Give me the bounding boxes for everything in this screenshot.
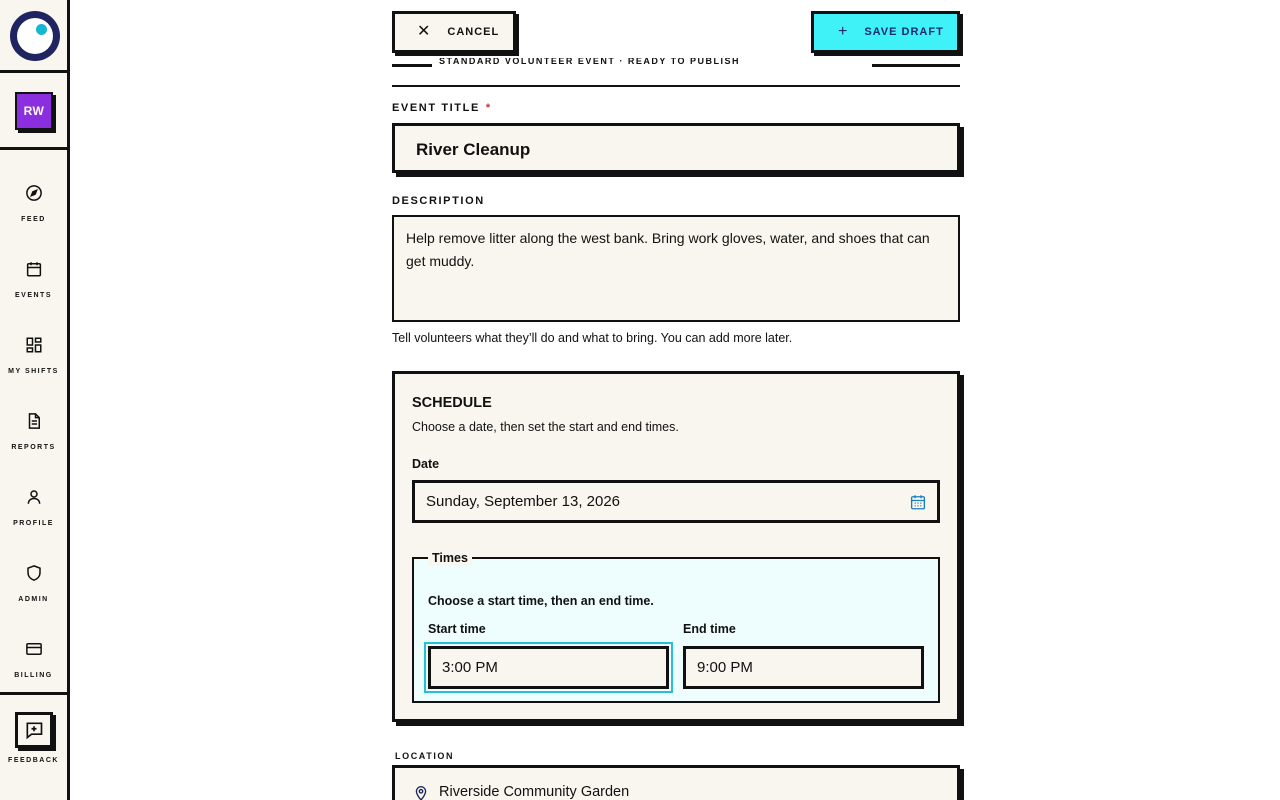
- cancel-label: CANCEL: [447, 26, 500, 38]
- event-title-label-text: EVENT TITLE: [392, 102, 480, 114]
- feedback-label: FEEDBACK: [8, 757, 59, 764]
- avatar-area: [0, 73, 67, 150]
- location-label: LOCATION: [395, 751, 455, 761]
- feedback-button[interactable]: [15, 712, 53, 748]
- schedule-subtitle: Choose a date, then set the start and end times.: [412, 420, 679, 434]
- event-title-label: [392, 102, 492, 114]
- location-input[interactable]: [392, 765, 960, 800]
- schedule-card: [392, 371, 960, 722]
- app-logo[interactable]: [10, 11, 60, 61]
- sidebar: [0, 0, 70, 800]
- divider: [872, 64, 960, 67]
- sidebar-item-reports[interactable]: [0, 412, 67, 482]
- location-value: Riverside Community Garden: [439, 784, 630, 800]
- message-plus-icon: [24, 720, 44, 740]
- times-fieldset: [412, 551, 940, 703]
- map-pin-icon: [414, 785, 428, 800]
- card-icon: [25, 640, 43, 658]
- description-label: DESCRIPTION: [392, 195, 485, 207]
- feedback-area: [0, 692, 67, 800]
- avatar[interactable]: RW: [15, 92, 53, 130]
- cancel-button[interactable]: [392, 11, 516, 53]
- sidebar-item-profile[interactable]: [0, 488, 67, 558]
- sidebar-item-label: BILLING: [14, 672, 53, 679]
- sidebar-item-my-shifts[interactable]: [0, 336, 67, 406]
- compass-icon: [25, 184, 43, 202]
- sidebar-item-label: ADMIN: [18, 596, 49, 603]
- save-draft-button[interactable]: [811, 11, 960, 53]
- shield-icon: [25, 564, 43, 582]
- divider: [392, 64, 432, 67]
- start-time-input[interactable]: 3:00 PM: [428, 646, 669, 689]
- sidebar-item-feed[interactable]: [0, 184, 67, 254]
- save-draft-label: SAVE DRAFT: [864, 26, 944, 38]
- end-time-input[interactable]: 9:00 PM: [683, 646, 924, 689]
- sidebar-item-label: PROFILE: [13, 520, 54, 527]
- document-icon: [25, 412, 43, 430]
- status-text: STANDARD VOLUNTEER EVENT · READY TO PUBLISH: [439, 58, 741, 66]
- times-legend: Times: [428, 550, 472, 566]
- required-marker: *: [485, 102, 492, 114]
- schedule-title: SCHEDULE: [412, 395, 492, 411]
- calendar-icon: [25, 260, 43, 278]
- logo-area: [0, 0, 67, 73]
- grid-icon: [25, 336, 43, 354]
- sidebar-item-label: FEED: [21, 216, 46, 223]
- user-icon: [25, 488, 43, 506]
- sidebar-item-label: MY SHIFTS: [8, 368, 59, 375]
- description-textarea[interactable]: Help remove litter along the west bank. Bring work gloves, water, and shoes that can get muddy.: [392, 215, 960, 322]
- sidebar-item-label: EVENTS: [14, 292, 52, 299]
- end-time-label: End time: [683, 622, 736, 636]
- event-title-input[interactable]: River Cleanup: [392, 123, 960, 173]
- sidebar-item-label: REPORTS: [11, 444, 56, 451]
- event-form: [392, 0, 964, 800]
- status-strip: [392, 58, 960, 67]
- times-instruction: Choose a start time, then an end time.: [428, 594, 654, 608]
- date-input[interactable]: [412, 480, 940, 523]
- sidebar-item-events[interactable]: [0, 260, 67, 330]
- start-time-label: Start time: [428, 622, 486, 636]
- date-value: Sunday, September 13, 2026: [426, 493, 621, 510]
- sidebar-item-admin[interactable]: [0, 564, 67, 634]
- calendar-icon[interactable]: [909, 493, 927, 511]
- description-hint: Tell volunteers what they’ll do and what to bring. You can add more later.: [392, 331, 793, 345]
- date-label: Date: [412, 457, 440, 471]
- plus-icon: +: [838, 23, 849, 40]
- divider: [392, 85, 960, 87]
- close-icon: ✕: [417, 23, 432, 40]
